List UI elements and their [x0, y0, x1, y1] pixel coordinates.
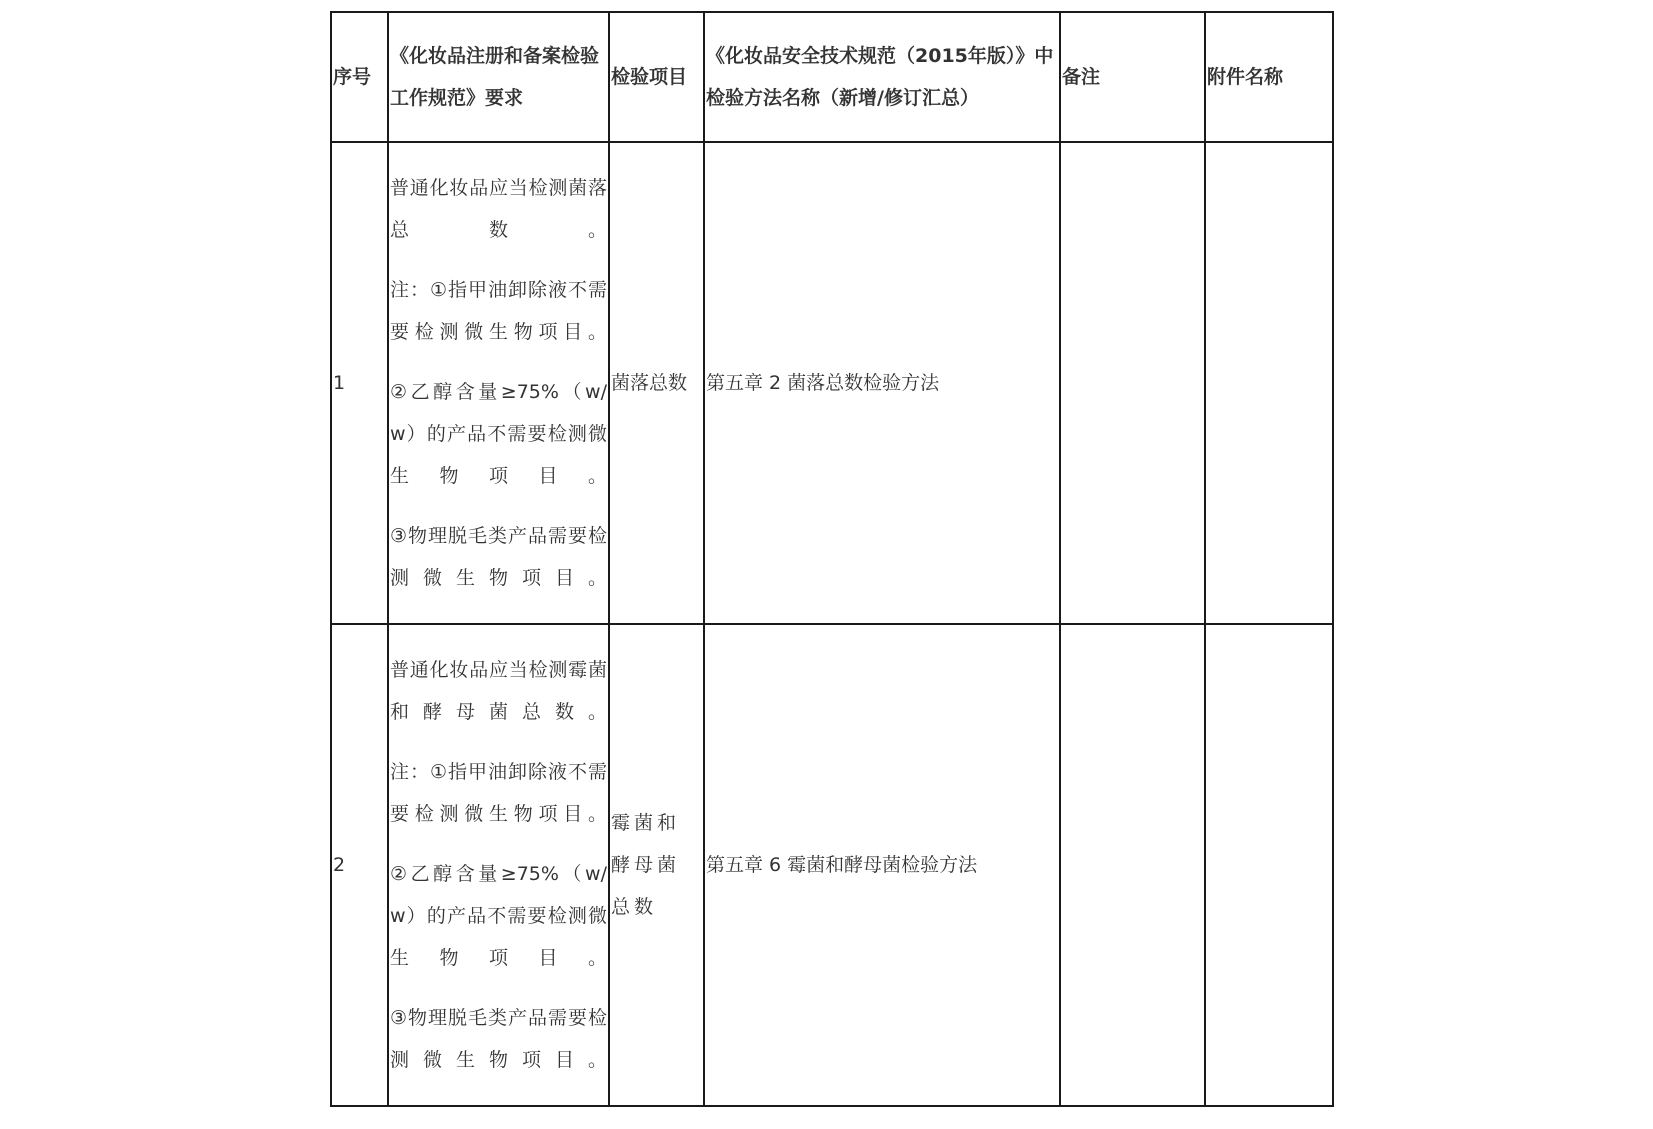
inspection-table [330, 11, 1334, 1107]
row-method: 第五章 6 霉菌和酵母菌检验方法 [704, 624, 1060, 1106]
table-row [331, 624, 1333, 1106]
requirement-paragraph: ②乙醇含量≥75%（w/w）的产品不需要检测微生物项目。 [390, 381, 607, 487]
header-requirement: 《化妆品注册和备案检验工作规范》要求 [388, 12, 609, 142]
table-row [331, 142, 1333, 624]
requirement-paragraph: ②乙醇含量≥75%（w/w）的产品不需要检测微生物项目。 [390, 863, 607, 969]
header-item: 检验项目 [609, 12, 704, 142]
requirement-paragraph: 注：①指甲油卸除液不需要检测微生物项目。 [390, 761, 607, 825]
header-attachment: 附件名称 [1205, 12, 1333, 142]
requirement-paragraph: 普通化妆品应当检测霉菌和酵母菌总数。 [390, 659, 607, 723]
row-remark [1060, 624, 1205, 1106]
row-requirement [388, 142, 609, 624]
table-header-row [331, 12, 1333, 142]
requirement-paragraph: ③物理脱毛类产品需要检测微生物项目。 [390, 1007, 607, 1071]
row-attachment [1205, 142, 1333, 624]
row-item: 霉菌和酵母菌总数 [609, 624, 704, 1106]
requirement-paragraph: 普通化妆品应当检测菌落总数。 [390, 177, 607, 241]
row-index: 2 [331, 624, 388, 1106]
row-method: 第五章 2 菌落总数检验方法 [704, 142, 1060, 624]
header-index: 序号 [331, 12, 388, 142]
row-requirement [388, 624, 609, 1106]
row-attachment [1205, 624, 1333, 1106]
requirement-paragraph: ③物理脱毛类产品需要检测微生物项目。 [390, 525, 607, 589]
requirement-paragraph: 注：①指甲油卸除液不需要检测微生物项目。 [390, 279, 607, 343]
row-index: 1 [331, 142, 388, 624]
row-remark [1060, 142, 1205, 624]
row-item: 菌落总数 [609, 142, 704, 624]
header-remark: 备注 [1060, 12, 1205, 142]
header-method: 《化妆品安全技术规范（2015年版）》中检验方法名称（新增/修订汇总） [704, 12, 1060, 142]
